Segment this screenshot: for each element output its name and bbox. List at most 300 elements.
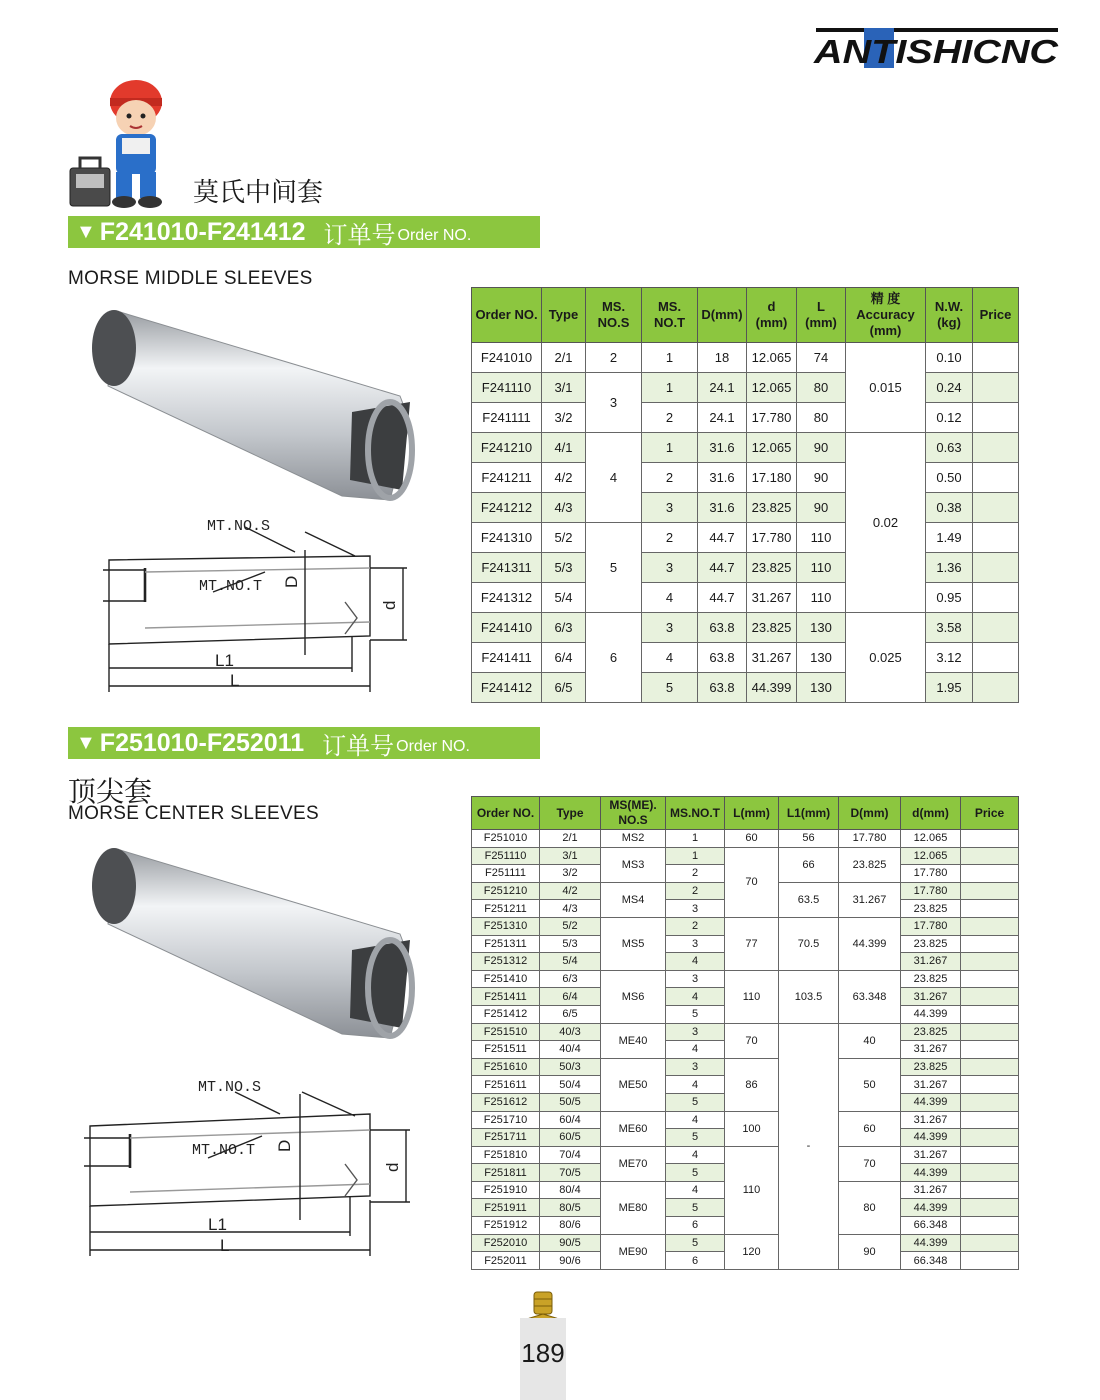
L1-cell: 63.5 bbox=[779, 882, 839, 917]
table1-row bbox=[472, 583, 1019, 613]
ms-not-cell: 4 bbox=[666, 953, 725, 971]
order-no-cell: F251211 bbox=[472, 900, 540, 918]
ms-nos-cell: ME60 bbox=[601, 1111, 666, 1146]
D-cell: 44.7 bbox=[698, 523, 747, 553]
section2-title-cn: 顶尖套 bbox=[68, 775, 153, 808]
price-cell bbox=[961, 1146, 1019, 1164]
order-no-cell: F251111 bbox=[472, 865, 540, 883]
type-cell: 6/5 bbox=[540, 1005, 601, 1023]
ms-not-cell: 2 bbox=[642, 523, 698, 553]
d-cell: 17.180 bbox=[747, 463, 797, 493]
table1-row bbox=[472, 373, 1019, 403]
type-cell: 4/2 bbox=[540, 882, 601, 900]
type-cell: 50/5 bbox=[540, 1093, 601, 1111]
ms-nos-cell: 2 bbox=[586, 343, 642, 373]
L1-cell: 70.5 bbox=[779, 917, 839, 970]
L1-cell: 56 bbox=[779, 830, 839, 848]
price-cell bbox=[973, 463, 1019, 493]
type-cell: 5/3 bbox=[540, 935, 601, 953]
ms-nos-cell: ME80 bbox=[601, 1181, 666, 1234]
section1-title-cn: 莫氏中间套 bbox=[193, 178, 324, 208]
type-cell: 6/3 bbox=[540, 970, 601, 988]
type-cell: 3/1 bbox=[542, 373, 586, 403]
d-cell: 23.825 bbox=[901, 935, 961, 953]
d-cell: 17.780 bbox=[747, 403, 797, 433]
nw-cell: 1.36 bbox=[926, 553, 973, 583]
table2-row bbox=[472, 1023, 1019, 1041]
D-cell: 24.1 bbox=[698, 373, 747, 403]
D-cell: 63.8 bbox=[698, 613, 747, 643]
ms-not-cell: 2 bbox=[666, 917, 725, 935]
d-cell: 23.825 bbox=[747, 553, 797, 583]
ms-nos-cell: 3 bbox=[586, 373, 642, 433]
order-no-cell: F241210 bbox=[472, 433, 542, 463]
D-cell: 63.8 bbox=[698, 673, 747, 703]
type-cell: 50/3 bbox=[540, 1058, 601, 1076]
section1-subtitle-en: MORSE MIDDLE SLEEVES bbox=[68, 268, 313, 289]
type-cell: 80/4 bbox=[540, 1181, 601, 1199]
middle-sleeve-diagram bbox=[95, 510, 425, 695]
ms-nos-cell: MS2 bbox=[601, 830, 666, 848]
d-cell: 23.825 bbox=[747, 493, 797, 523]
price-cell bbox=[961, 988, 1019, 1006]
D-cell: 40 bbox=[839, 1023, 901, 1058]
t1-header-D: D(mm) bbox=[698, 288, 747, 343]
price-cell bbox=[961, 847, 1019, 865]
order-no-cell: F251410 bbox=[472, 970, 540, 988]
ms-not-cell: 4 bbox=[666, 1041, 725, 1059]
ms-nos-cell: ME40 bbox=[601, 1023, 666, 1058]
t2-header-L: L(mm) bbox=[725, 797, 779, 830]
nw-cell: 0.95 bbox=[926, 583, 973, 613]
order-no-cell: F251010 bbox=[472, 830, 540, 848]
ms-nos-cell: ME90 bbox=[601, 1234, 666, 1269]
ms-not-cell: 5 bbox=[666, 1234, 725, 1252]
type-cell: 6/4 bbox=[542, 643, 586, 673]
table1-row bbox=[472, 553, 1019, 583]
type-cell: 4/2 bbox=[542, 463, 586, 493]
nw-cell: 0.10 bbox=[926, 343, 973, 373]
table1-row bbox=[472, 433, 1019, 463]
type-cell: 4/3 bbox=[542, 493, 586, 523]
type-cell: 4/1 bbox=[542, 433, 586, 463]
table1-row bbox=[472, 643, 1019, 673]
price-cell bbox=[961, 917, 1019, 935]
table1-row bbox=[472, 403, 1019, 433]
price-cell bbox=[961, 1199, 1019, 1217]
price-cell bbox=[961, 1111, 1019, 1129]
table2-row bbox=[472, 830, 1019, 848]
ms-not-cell: 4 bbox=[666, 1146, 725, 1164]
price-cell bbox=[961, 1093, 1019, 1111]
table2-row bbox=[472, 1058, 1019, 1076]
price-cell bbox=[961, 1129, 1019, 1147]
price-cell bbox=[961, 953, 1019, 971]
type-cell: 50/4 bbox=[540, 1076, 601, 1094]
t1-header-nw: N.W. (kg) bbox=[926, 288, 973, 343]
ms-nos-cell: 6 bbox=[586, 613, 642, 703]
diagram2-label-L1: L1 bbox=[208, 1215, 227, 1234]
price-cell bbox=[973, 493, 1019, 523]
order-no-cell: F251910 bbox=[472, 1181, 540, 1199]
d-cell: 44.399 bbox=[901, 1005, 961, 1023]
d-cell: 17.780 bbox=[901, 917, 961, 935]
price-cell bbox=[973, 403, 1019, 433]
order-no-cell: F252011 bbox=[472, 1252, 540, 1270]
section2-order-bar bbox=[68, 727, 540, 759]
d-cell: 12.065 bbox=[747, 343, 797, 373]
order-no-cell: F251510 bbox=[472, 1023, 540, 1041]
L-cell: 130 bbox=[797, 673, 846, 703]
price-cell bbox=[961, 1164, 1019, 1182]
price-cell bbox=[973, 343, 1019, 373]
ms-not-cell: 3 bbox=[666, 935, 725, 953]
order-no-cell: F241312 bbox=[472, 583, 542, 613]
order-no-cell: F241412 bbox=[472, 673, 542, 703]
d-cell: 31.267 bbox=[901, 1076, 961, 1094]
diagram2-label-D: D bbox=[275, 1139, 294, 1152]
order-no-cell: F251810 bbox=[472, 1146, 540, 1164]
section1-order-bar bbox=[68, 216, 540, 248]
table1-row bbox=[472, 673, 1019, 703]
type-cell: 5/2 bbox=[540, 917, 601, 935]
order-no-cell: F251411 bbox=[472, 988, 540, 1006]
order-no-cell: F251312 bbox=[472, 953, 540, 971]
L-cell: 90 bbox=[797, 493, 846, 523]
L-cell: 90 bbox=[797, 433, 846, 463]
ms-nos-cell: MS5 bbox=[601, 917, 666, 970]
price-cell bbox=[961, 1058, 1019, 1076]
price-cell bbox=[973, 433, 1019, 463]
price-cell bbox=[961, 1181, 1019, 1199]
ms-not-cell: 6 bbox=[666, 1217, 725, 1235]
D-cell: 18 bbox=[698, 343, 747, 373]
ms-not-cell: 4 bbox=[642, 583, 698, 613]
center-sleeve-diagram bbox=[80, 1070, 420, 1260]
d-cell: 17.780 bbox=[901, 882, 961, 900]
section2-subtitle-en: MORSE CENTER SLEEVES bbox=[68, 803, 319, 824]
d-cell: 23.825 bbox=[747, 613, 797, 643]
D-cell: 63.348 bbox=[839, 970, 901, 1023]
order-no-cell: F251511 bbox=[472, 1041, 540, 1059]
d-cell: 12.065 bbox=[901, 830, 961, 848]
type-cell: 5/4 bbox=[540, 953, 601, 971]
t2-header-order: Order NO. bbox=[472, 797, 540, 830]
table1-row bbox=[472, 523, 1019, 553]
ms-nos-cell: 4 bbox=[586, 433, 642, 523]
t1-header-ms-t: MS. NO.T bbox=[642, 288, 698, 343]
ms-not-cell: 3 bbox=[642, 613, 698, 643]
t2-header-L1: L1(mm) bbox=[779, 797, 839, 830]
section2-order-label-en: Order NO. bbox=[396, 738, 470, 755]
section2-order-code: F251010-F252011 bbox=[99, 728, 305, 757]
d-cell: 44.399 bbox=[901, 1093, 961, 1111]
L-cell: 120 bbox=[725, 1234, 779, 1269]
d-cell: 44.399 bbox=[901, 1164, 961, 1182]
brand-name: ANTISHICNC bbox=[812, 33, 1060, 70]
type-cell: 70/5 bbox=[540, 1164, 601, 1182]
ms-nos-cell: MS6 bbox=[601, 970, 666, 1023]
diagram2-label-L: L bbox=[220, 1236, 230, 1255]
center-sleeves-table bbox=[471, 796, 1019, 1270]
price-cell bbox=[961, 1041, 1019, 1059]
center-sleeve-photo bbox=[80, 838, 420, 1043]
order-no-cell: F251611 bbox=[472, 1076, 540, 1094]
D-cell: 23.825 bbox=[839, 847, 901, 882]
d-cell: 66.348 bbox=[901, 1252, 961, 1270]
D-cell: 63.8 bbox=[698, 643, 747, 673]
nw-cell: 1.49 bbox=[926, 523, 973, 553]
ms-not-cell: 3 bbox=[642, 493, 698, 523]
price-cell bbox=[973, 643, 1019, 673]
L-cell: 80 bbox=[797, 403, 846, 433]
type-cell: 2/1 bbox=[540, 830, 601, 848]
L-cell: 60 bbox=[725, 830, 779, 848]
price-cell bbox=[961, 865, 1019, 883]
triangle-down-icon: ▼ bbox=[76, 731, 96, 754]
price-cell bbox=[961, 935, 1019, 953]
ms-not-cell: 1 bbox=[666, 847, 725, 865]
type-cell: 90/6 bbox=[540, 1252, 601, 1270]
t2-header-ms-s: MS(ME). NO.S bbox=[601, 797, 666, 830]
nw-cell: 0.38 bbox=[926, 493, 973, 523]
t2-header-type: Type bbox=[540, 797, 601, 830]
order-no-cell: F251711 bbox=[472, 1129, 540, 1147]
type-cell: 5/2 bbox=[542, 523, 586, 553]
type-cell: 5/4 bbox=[542, 583, 586, 613]
d-cell: 66.348 bbox=[901, 1217, 961, 1235]
t1-header-L: L (mm) bbox=[797, 288, 846, 343]
ms-not-cell: 3 bbox=[666, 900, 725, 918]
order-no-cell: F241111 bbox=[472, 403, 542, 433]
t1-header-order: Order NO. bbox=[472, 288, 542, 343]
d-cell: 23.825 bbox=[901, 1058, 961, 1076]
table2-row bbox=[472, 847, 1019, 865]
t2-header-D: D(mm) bbox=[839, 797, 901, 830]
type-cell: 60/5 bbox=[540, 1129, 601, 1147]
L-cell: 110 bbox=[797, 523, 846, 553]
L-cell: 100 bbox=[725, 1111, 779, 1146]
D-cell: 44.7 bbox=[698, 583, 747, 613]
ms-not-cell: 4 bbox=[642, 643, 698, 673]
d-cell: 17.780 bbox=[901, 865, 961, 883]
D-cell: 44.399 bbox=[839, 917, 901, 970]
type-cell: 2/1 bbox=[542, 343, 586, 373]
d-cell: 17.780 bbox=[747, 523, 797, 553]
ms-not-cell: 2 bbox=[642, 463, 698, 493]
price-cell bbox=[973, 613, 1019, 643]
type-cell: 3/1 bbox=[540, 847, 601, 865]
price-cell bbox=[961, 1076, 1019, 1094]
accuracy-cell: 0.015 bbox=[846, 343, 926, 433]
D-cell: 31.6 bbox=[698, 493, 747, 523]
section1-order-code: F241010-F241412 bbox=[99, 217, 306, 246]
order-no-cell: F251310 bbox=[472, 917, 540, 935]
brand-logo bbox=[812, 26, 1062, 70]
ms-not-cell: 2 bbox=[666, 865, 725, 883]
type-cell: 60/4 bbox=[540, 1111, 601, 1129]
price-cell bbox=[973, 553, 1019, 583]
t1-header-d: d (mm) bbox=[747, 288, 797, 343]
nw-cell: 0.24 bbox=[926, 373, 973, 403]
type-cell: 40/4 bbox=[540, 1041, 601, 1059]
order-no-cell: F241212 bbox=[472, 493, 542, 523]
ms-not-cell: 1 bbox=[642, 343, 698, 373]
price-cell bbox=[973, 673, 1019, 703]
ms-not-cell: 3 bbox=[666, 970, 725, 988]
t1-header-accuracy: 精 度 Accuracy (mm) bbox=[846, 288, 926, 343]
d-cell: 31.267 bbox=[747, 643, 797, 673]
order-no-cell: F241411 bbox=[472, 643, 542, 673]
diagram1-label-mtt: MT.NO.T bbox=[199, 578, 263, 595]
D-cell: 90 bbox=[839, 1234, 901, 1269]
D-cell: 24.1 bbox=[698, 403, 747, 433]
mascot-illustration bbox=[66, 72, 186, 212]
ms-not-cell: 4 bbox=[666, 1076, 725, 1094]
t2-header-price: Price bbox=[961, 797, 1019, 830]
table1-row bbox=[472, 463, 1019, 493]
diagram2-label-d: d bbox=[383, 1162, 402, 1172]
order-no-cell: F251210 bbox=[472, 882, 540, 900]
price-cell bbox=[961, 1234, 1019, 1252]
type-cell: 3/2 bbox=[542, 403, 586, 433]
ms-nos-cell: ME70 bbox=[601, 1146, 666, 1181]
L-cell: 130 bbox=[797, 643, 846, 673]
type-cell: 4/3 bbox=[540, 900, 601, 918]
L-cell: 110 bbox=[797, 583, 846, 613]
d-cell: 23.825 bbox=[901, 970, 961, 988]
L1-cell: 66 bbox=[779, 847, 839, 882]
table2-row bbox=[472, 970, 1019, 988]
order-no-cell: F251911 bbox=[472, 1199, 540, 1217]
section1-order-label-cn: 订单号 bbox=[323, 220, 396, 249]
D-cell: 50 bbox=[839, 1058, 901, 1111]
d-cell: 44.399 bbox=[747, 673, 797, 703]
diagram2-label-mts: MT.NO.S bbox=[198, 1079, 262, 1096]
diagram1-label-mts: MT.NO.S bbox=[207, 518, 271, 535]
table1-row bbox=[472, 343, 1019, 373]
price-cell bbox=[973, 523, 1019, 553]
order-no-cell: F251610 bbox=[472, 1058, 540, 1076]
L-cell: 70 bbox=[725, 847, 779, 917]
d-cell: 44.399 bbox=[901, 1234, 961, 1252]
L-cell: 110 bbox=[725, 970, 779, 1023]
type-cell: 3/2 bbox=[540, 865, 601, 883]
order-no-cell: F241010 bbox=[472, 343, 542, 373]
D-cell: 80 bbox=[839, 1181, 901, 1234]
L-cell: 77 bbox=[725, 917, 779, 970]
L-cell: 130 bbox=[797, 613, 846, 643]
L-cell: 74 bbox=[797, 343, 846, 373]
table2-row bbox=[472, 917, 1019, 935]
price-cell bbox=[973, 583, 1019, 613]
order-no-cell: F241310 bbox=[472, 523, 542, 553]
ms-not-cell: 5 bbox=[666, 1005, 725, 1023]
d-cell: 31.267 bbox=[901, 1111, 961, 1129]
ms-not-cell: 1 bbox=[666, 830, 725, 848]
table1-header-row bbox=[472, 288, 1019, 343]
ms-not-cell: 3 bbox=[666, 1058, 725, 1076]
t2-header-d: d(mm) bbox=[901, 797, 961, 830]
d-cell: 44.399 bbox=[901, 1199, 961, 1217]
d-cell: 31.267 bbox=[901, 988, 961, 1006]
ms-not-cell: 4 bbox=[666, 1111, 725, 1129]
L-cell: 110 bbox=[725, 1146, 779, 1234]
order-no-cell: F241311 bbox=[472, 553, 542, 583]
ms-not-cell: 1 bbox=[642, 373, 698, 403]
diagram1-label-L: L bbox=[230, 671, 240, 690]
type-cell: 90/5 bbox=[540, 1234, 601, 1252]
price-cell bbox=[961, 882, 1019, 900]
table1-row bbox=[472, 613, 1019, 643]
triangle-down-icon: ▼ bbox=[76, 220, 96, 243]
page-number: 189 bbox=[521, 1338, 565, 1368]
price-cell bbox=[961, 1023, 1019, 1041]
D-cell: 31.6 bbox=[698, 463, 747, 493]
t1-header-price: Price bbox=[973, 288, 1019, 343]
L-cell: 86 bbox=[725, 1058, 779, 1111]
ms-not-cell: 2 bbox=[642, 403, 698, 433]
type-cell: 80/6 bbox=[540, 1217, 601, 1235]
ms-not-cell: 5 bbox=[666, 1164, 725, 1182]
table1-row bbox=[472, 493, 1019, 523]
d-cell: 23.825 bbox=[901, 1023, 961, 1041]
ms-not-cell: 4 bbox=[666, 1181, 725, 1199]
page-number-tab bbox=[520, 1318, 566, 1400]
order-no-cell: F251110 bbox=[472, 847, 540, 865]
ms-not-cell: 5 bbox=[666, 1199, 725, 1217]
ms-not-cell: 4 bbox=[666, 988, 725, 1006]
D-cell: 31.6 bbox=[698, 433, 747, 463]
d-cell: 31.267 bbox=[747, 583, 797, 613]
type-cell: 5/3 bbox=[542, 553, 586, 583]
table2-row bbox=[472, 1234, 1019, 1252]
order-no-cell: F241211 bbox=[472, 463, 542, 493]
diagram1-label-d: d bbox=[380, 600, 399, 610]
L1-cell: 103.5 bbox=[779, 970, 839, 1023]
ms-not-cell: 3 bbox=[666, 1023, 725, 1041]
d-cell: 12.065 bbox=[901, 847, 961, 865]
order-no-cell: F241410 bbox=[472, 613, 542, 643]
table2-header-row bbox=[472, 797, 1019, 830]
t1-header-ms-s: MS. NO.S bbox=[586, 288, 642, 343]
diagram2-label-mtt: MT.NO.T bbox=[192, 1142, 256, 1159]
ms-not-cell: 2 bbox=[666, 882, 725, 900]
order-no-cell: F251311 bbox=[472, 935, 540, 953]
ms-not-cell: 1 bbox=[642, 433, 698, 463]
D-cell: 70 bbox=[839, 1146, 901, 1181]
section1-order-label-en: Order NO. bbox=[397, 227, 472, 244]
price-cell bbox=[961, 830, 1019, 848]
d-cell: 31.267 bbox=[901, 1181, 961, 1199]
nw-cell: 0.12 bbox=[926, 403, 973, 433]
price-cell bbox=[973, 373, 1019, 403]
L1-cell: - bbox=[779, 1023, 839, 1269]
section2-order-label-cn: 订单号 bbox=[322, 731, 395, 760]
ms-not-cell: 5 bbox=[642, 673, 698, 703]
ms-nos-cell: MS4 bbox=[601, 882, 666, 917]
type-cell: 6/3 bbox=[542, 613, 586, 643]
order-no-cell: F251811 bbox=[472, 1164, 540, 1182]
nw-cell: 1.95 bbox=[926, 673, 973, 703]
d-cell: 23.825 bbox=[901, 900, 961, 918]
d-cell: 31.267 bbox=[901, 1041, 961, 1059]
price-cell bbox=[961, 1252, 1019, 1270]
ms-nos-cell: 5 bbox=[586, 523, 642, 613]
table2-row bbox=[472, 1111, 1019, 1129]
type-cell: 6/5 bbox=[542, 673, 586, 703]
order-no-cell: F251710 bbox=[472, 1111, 540, 1129]
